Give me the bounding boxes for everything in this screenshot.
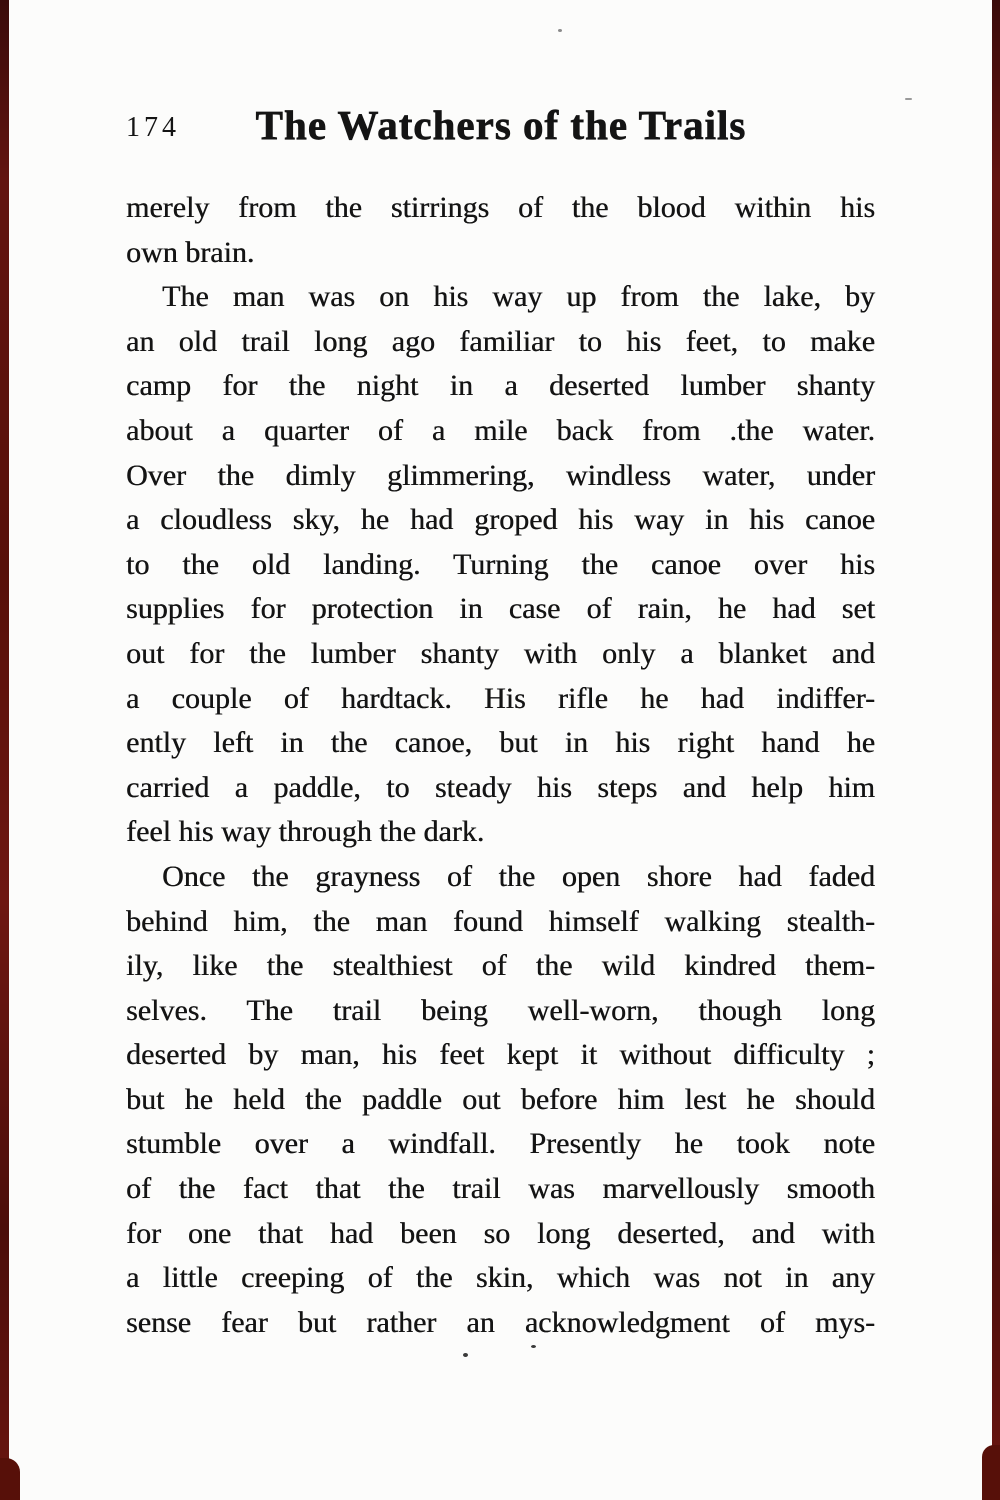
text-line: sense fear but rather an acknowledgment of mys-: [126, 1305, 875, 1339]
ink-speck: [531, 1345, 536, 1348]
text-line: a little creeping of the skin, which was not in any: [126, 1261, 875, 1295]
ink-speck: [463, 1353, 468, 1357]
ink-speck: [905, 98, 912, 100]
text-line: deserted by man, his feet kept it without difficulty ;: [126, 1038, 875, 1072]
text-line: ily, like the stealthiest of the wild kindred them-: [126, 949, 875, 983]
text-line: a couple of hardtack. His rifle he had indiffer-: [126, 681, 875, 715]
book-cover-corner-bottom-left: [0, 1458, 20, 1500]
book-cover-corner-bottom-right: [982, 1445, 1000, 1500]
text-line: carried a paddle, to steady his steps and help him: [126, 770, 875, 804]
text-line: stumble over a windfall. Presently he took note: [126, 1127, 875, 1161]
text-line: feel his way through the dark.: [126, 815, 485, 849]
text-line: about a quarter of a mile back from .the water.: [126, 413, 875, 447]
text-line: selves. The trail being well-worn, though long: [126, 993, 875, 1027]
text-line: behind him, the man found himself walking stealth-: [126, 904, 875, 938]
book-cover-edge-right: [992, 0, 1000, 1500]
page-title: The Watchers of the Trails: [255, 102, 747, 148]
text-line: ently left in the canoe, but in his right hand he: [126, 726, 875, 760]
book-cover-edge-left: [0, 0, 9, 1500]
ink-speck: [558, 29, 562, 32]
text-line: to the old landing. Turning the canoe over his: [126, 547, 875, 581]
text-line: a cloudless sky, he had groped his way in his canoe: [126, 503, 875, 537]
text-line: for one that had been so long deserted, and with: [126, 1216, 875, 1250]
text-line: an old trail long ago familiar to his feet, to make: [126, 324, 875, 358]
text-line: but he held the paddle out before him lest he should: [126, 1082, 875, 1116]
text-line: of the fact that the trail was marvellously smooth: [126, 1172, 875, 1206]
text-line: camp for the night in a deserted lumber shanty: [126, 369, 875, 403]
text-line: Once the grayness of the open shore had faded: [162, 859, 875, 893]
body-text-block: [126, 186, 875, 1345]
text-line: Over the dimly glimmering, windless water, under: [126, 458, 875, 492]
text-line: merely from the stirrings of the blood within his: [126, 191, 875, 224]
text-line: The man was on his way up from the lake, by: [162, 280, 875, 314]
text-line: own brain.: [126, 235, 255, 269]
text-line: out for the lumber shanty with only a blanket and: [126, 636, 875, 670]
page-number: 174: [126, 112, 180, 143]
text-line: supplies for protection in case of rain, he had set: [126, 592, 875, 626]
